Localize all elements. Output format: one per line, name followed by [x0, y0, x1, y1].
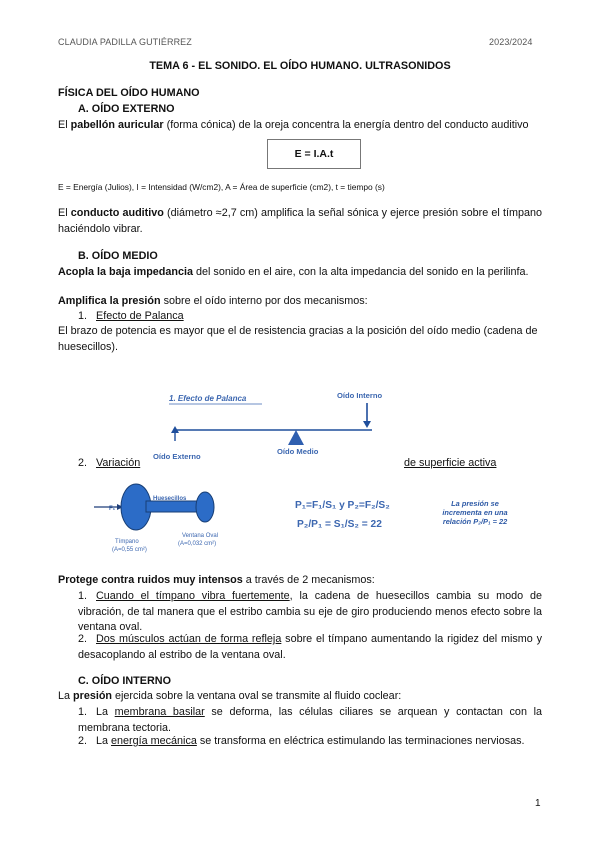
lever-fulcrum — [288, 430, 304, 445]
header-year: 2023/2024 — [489, 37, 533, 47]
section-title: FÍSICA DEL OÍDO HUMANO — [58, 87, 200, 99]
list-item-mecanismo-2: 2. Dos músculos actúan de forma refleja sobre el tímpano aumentando la rigidez del mismo y desacoplando al estribo de la ventana oval. — [78, 633, 542, 661]
lever-label-oido-interno: Oído Interno — [337, 391, 383, 400]
pressure-note: La presión se incrementa en una relación P₂/P₁ = 22 — [442, 499, 508, 526]
term-pabellon: pabellón auricular — [70, 119, 164, 131]
paragraph-presion: La presión ejercida sobre la ventana oval se transmite al fluido coclear: — [58, 690, 402, 702]
list-item-palanca: 1. Efecto de Palanca — [78, 310, 184, 322]
paragraph-palanca: El brazo de potencia es mayor que el de resistencia gracias a la posición del oído medio (cadena de huesecillos). — [58, 325, 538, 353]
label-timpano: Tímpano — [115, 539, 139, 545]
paragraph-impedancia: Acopla la baja impedancia del sonido en el aire, con la alta impedancia del sonido en la perilinfa. — [58, 266, 529, 278]
heading-oido-externo: A. OÍDO EXTERNO — [78, 103, 175, 115]
lever-diagram — [150, 384, 420, 462]
label-ventana-oval: Ventana Oval — [182, 533, 219, 539]
label-ventana-area: (A=0,032 cm²) — [178, 541, 217, 547]
paragraph-protege: Protege contra ruidos muy intensos a través de 2 mecanismos: — [58, 574, 375, 586]
label-f1: F₁ — [109, 506, 116, 512]
ventana-oval-ellipse — [196, 492, 214, 522]
label-variacion: Variación — [96, 457, 141, 469]
term-conducto: conducto auditivo — [70, 207, 164, 219]
equation-ratio: P₂/P₁ = S₁/S₂ = 22 — [297, 519, 382, 530]
term-impedancia: Acopla la baja impedancia — [58, 266, 194, 278]
lever-label-oido-externo: Oído Externo — [153, 452, 201, 461]
heading-oido-medio: B. OÍDO MEDIO — [78, 250, 158, 262]
label-efecto-palanca: Efecto de Palanca — [96, 310, 184, 322]
equation-pressures: P₁=F₁/S₁ y P₂=F₂/S₂ — [295, 500, 390, 511]
list-item-membrana: 1. La membrana basilar se deforma, las células ciliares se arquean y contactan con la membrana tectoria. — [78, 706, 543, 734]
formula-legend: E = Energía (Julios), I = Intensidad (W/cm2), A = Área de superficie (cm2), t = tiempo (s) — [58, 182, 385, 192]
page-number: 1 — [535, 798, 541, 809]
lever-arrowhead-down — [363, 421, 371, 428]
term-protege: Protege contra ruidos muy intensos — [58, 574, 243, 586]
label-timpano-area: (A=0,55 cm²) — [112, 547, 147, 553]
heading-oido-interno: C. OÍDO INTERNO — [78, 675, 171, 687]
formula-box: E = I.A.t — [267, 139, 361, 169]
label-superficie-activa: de superficie activa — [404, 457, 497, 469]
lever-title: 1. Efecto de Palanca — [169, 394, 247, 403]
header-author: CLAUDIA PADILLA GUTIÉRREZ — [58, 37, 192, 47]
list-item-superficie: 2. Variación — [78, 457, 141, 469]
term-amplifica: Amplifica la presión — [58, 295, 161, 307]
paragraph-conducto: El conducto auditivo (diámetro ≈2,7 cm) amplifica la señal sónica y ejerce presión sobre el tímpano haciéndolo vibrar. — [58, 207, 542, 235]
lever-label-oido-medio: Oído Medio — [277, 447, 319, 456]
page-title: TEMA 6 - EL SONIDO. EL OÍDO HUMANO. ULTRASONIDOS — [149, 60, 451, 72]
paragraph-pabellon: El pabellón auricular (forma cónica) de la oreja concentra la energía dentro del conducto auditivo — [58, 119, 529, 131]
label-huesecillos: Huesecillos — [153, 496, 187, 502]
list-item-mecanismo-1: 1. Cuando el tímpano vibra fuertemente, la cadena de huesecillos cambia su modo de vibración, de tal manera que el estribo cambia su eje de giro produciendo menos efecto sobre la ventana oval. — [78, 590, 542, 633]
surface-diagram — [78, 480, 264, 556]
term-presion: presión — [73, 690, 113, 702]
huesecillos-rod — [146, 501, 202, 512]
list-item-energia: 2. La energía mecánica se transforma en eléctrica estimulando las terminaciones nerviosas. — [78, 735, 525, 747]
paragraph-amplifica: Amplifica la presión sobre el oído interno por dos mecanismos: — [58, 295, 368, 307]
